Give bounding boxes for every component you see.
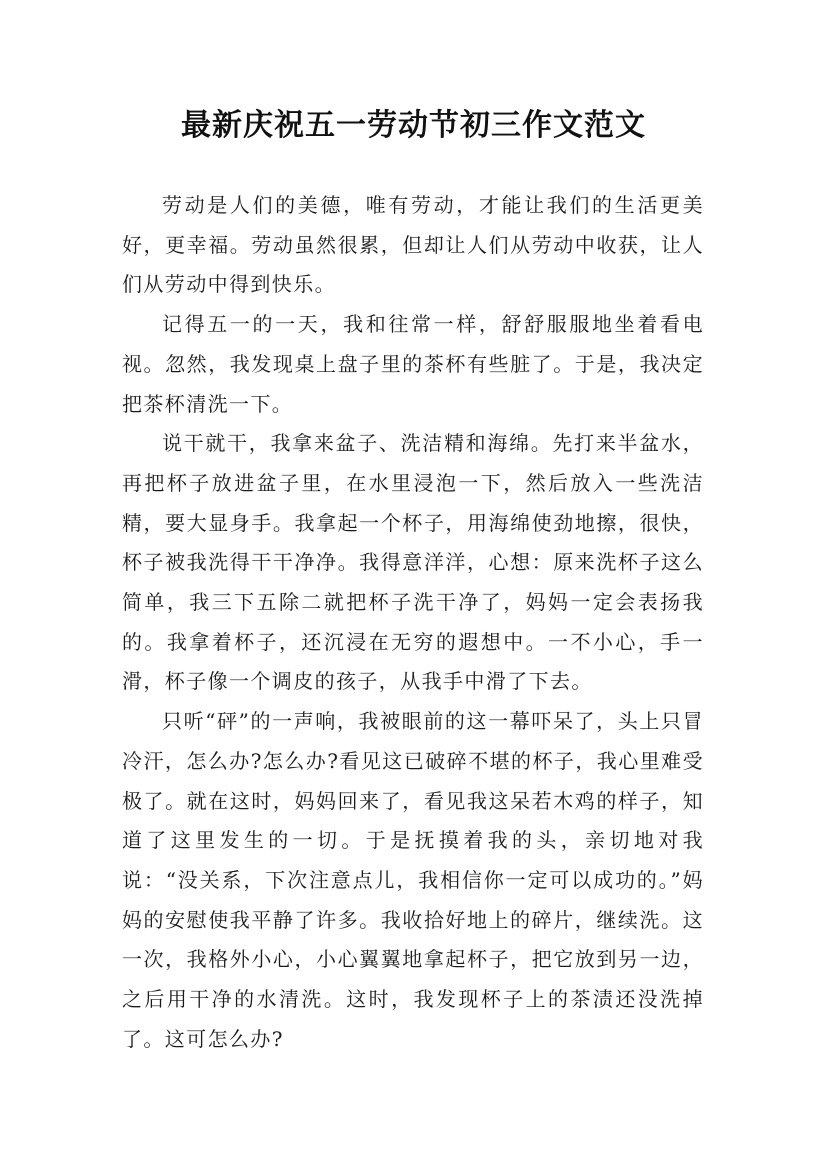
document-title: 最新庆祝五一劳动节初三作文范文 (181, 108, 646, 143)
document-body (122, 186, 704, 1059)
paragraph-4: 只听“砰”的一声响，我被眼前的这一幕吓呆了，头上只冒冷汗，怎么办?怎么办?看见这已破碎不堪的杯子，我心里难受极了。就在这时，妈妈回来了，看见我这呆若木鸡的样子，知道了这里发生的一切。于是抚摸着我的头，亲切地对我说：“没关系，下次注意点儿，我相信你一定可以成功的。”妈妈的安慰使我平静了许多。我收拾好地上的碎片，继续洗。这一次，我格外小心，小心翼翼地拿起杯子，把它放到另一边，之后用干净的水清洗。这时，我发现杯子上的茶渍还没洗掉了。这可怎么办? (122, 709, 704, 1051)
paragraph-2: 记得五一的一天，我和往常一样，舒舒服服地坐着看电视。忽然，我发现桌上盘子里的茶杯有些脏了。于是，我决定把茶杯清洗一下。 (122, 312, 704, 416)
paragraph-3: 说干就干，我拿来盆子、洗洁精和海绵。先打来半盆水，再把杯子放进盆子里，在水里浸泡一下，然后放入一些洗洁精，要大显身手。我拿起一个杯子，用海绵使劲地擦，很快，杯子被我洗得干干净净。我得意洋洋，心想：原来洗杯子这么简单，我三下五除二就把杯子洗干净了，妈妈一定会表扬我的。我拿着杯子，还沉浸在无穷的遐想中。一不小心，手一滑，杯子像一个调皮的孩子，从我手中滑了下去。 (122, 431, 704, 694)
paragraph-1: 劳动是人们的美德，唯有劳动，才能让我们的生活更美好，更幸福。劳动虽然很累，但却让人们从劳动中收获，让人们从劳动中得到快乐。 (122, 193, 704, 297)
